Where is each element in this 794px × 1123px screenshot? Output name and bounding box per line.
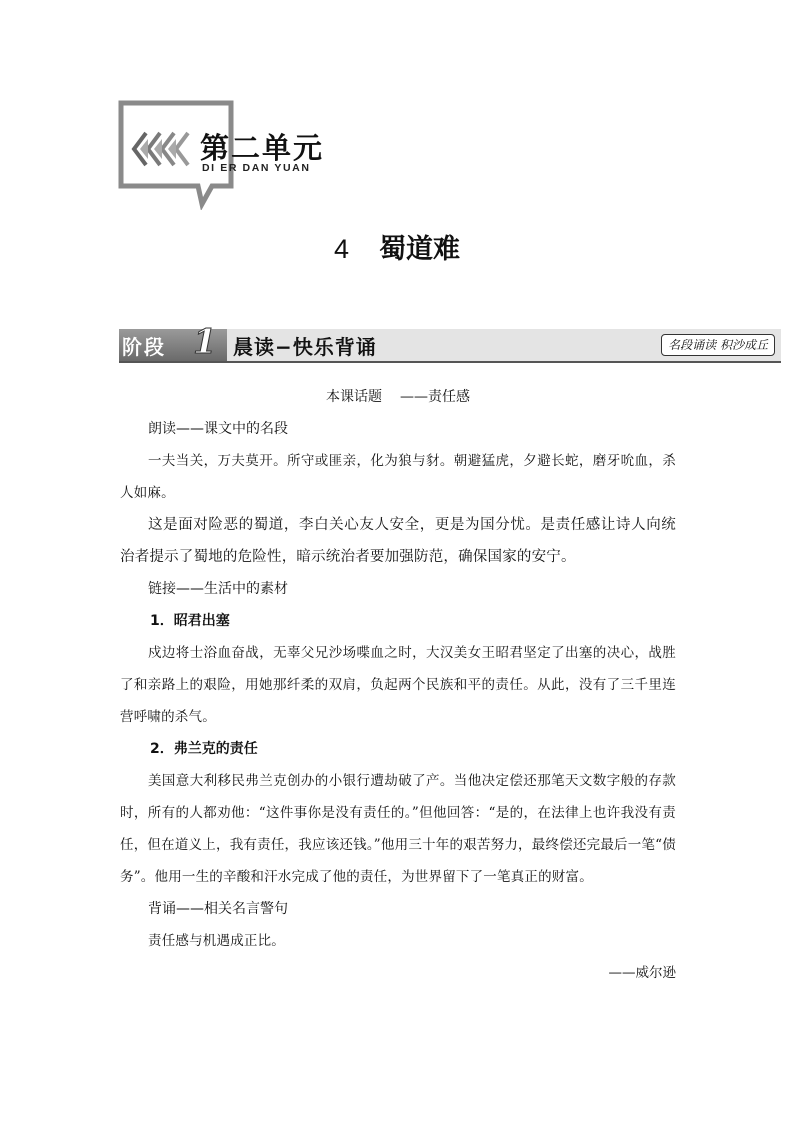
- lesson-number: 4: [333, 234, 350, 264]
- stage-label-block: [119, 322, 227, 362]
- topic-line: [120, 386, 676, 406]
- reading-commentary: 这是面对险恶的蜀道，李白关心友人安全，更是为国分忧。是责任感让诗人向统治者提示了蜀地的危险性，暗示统治者要加强防范，确保国家的安宁。: [120, 517, 676, 565]
- unit-title: 第二单元: [200, 131, 325, 165]
- recite-heading: 背诵——相关名言警句: [148, 901, 288, 917]
- reading-heading: 朗读——课文中的名段: [148, 421, 288, 437]
- unit-pinyin: DI ER DAN YUAN: [202, 162, 311, 174]
- topic-value: ——责任感: [400, 389, 470, 405]
- recite-quote: 责任感与机遇成正比。: [148, 933, 285, 949]
- link-heading: 链接——生活中的素材: [148, 581, 288, 597]
- unit-badge: [118, 100, 358, 210]
- link-item-text: 美国意大利移民弗兰克创办的小银行遭劫破了产。当他决定偿还那笔天文数字般的存款时，所有的人都劝他：“这件事你是没有责任的。”但他回答：“是的，在法律上也许我没有责任，但在道义上，我有责任，我应该还钱。”他用三十年的艰苦努力，最终偿还完最后一笔“债务”。他用一生的辛酸和汗水完成了他的责任，为世界留下了一笔真正的财富。: [120, 773, 676, 885]
- lesson-content: [120, 386, 676, 989]
- lesson-title: [0, 227, 794, 266]
- link-item-title: 2．弗兰克的责任: [150, 741, 258, 757]
- stage-label: 阶段: [122, 335, 166, 359]
- recite-author: ——威尔逊: [608, 965, 676, 981]
- topic-label: 本课话题: [326, 389, 382, 405]
- lesson-name: 蜀道难: [379, 234, 461, 265]
- stage-title: 晨读−快乐背诵: [233, 335, 377, 359]
- stage-number: 1: [193, 322, 217, 362]
- link-item-text: 戍边将士浴血奋战，无辜父兄沙场喋血之时，大汉美女王昭君坚定了出塞的决心，战胜了和亲路上的艰险，用她那纤柔的双肩，负起两个民族和平的责任。从此，没有了三千里连营呼啸的杀气。: [120, 645, 676, 725]
- stage-banner: [119, 322, 781, 363]
- reading-quote: 一夫当关，万夫莫开。所守或匪亲，化为狼与豺。朝避猛虎，夕避长蛇，磨牙吮血，杀人如麻。: [120, 453, 676, 501]
- stage-tag: 名段诵读 积沙成丘: [661, 334, 775, 356]
- link-item-title: 1．昭君出塞: [150, 613, 230, 629]
